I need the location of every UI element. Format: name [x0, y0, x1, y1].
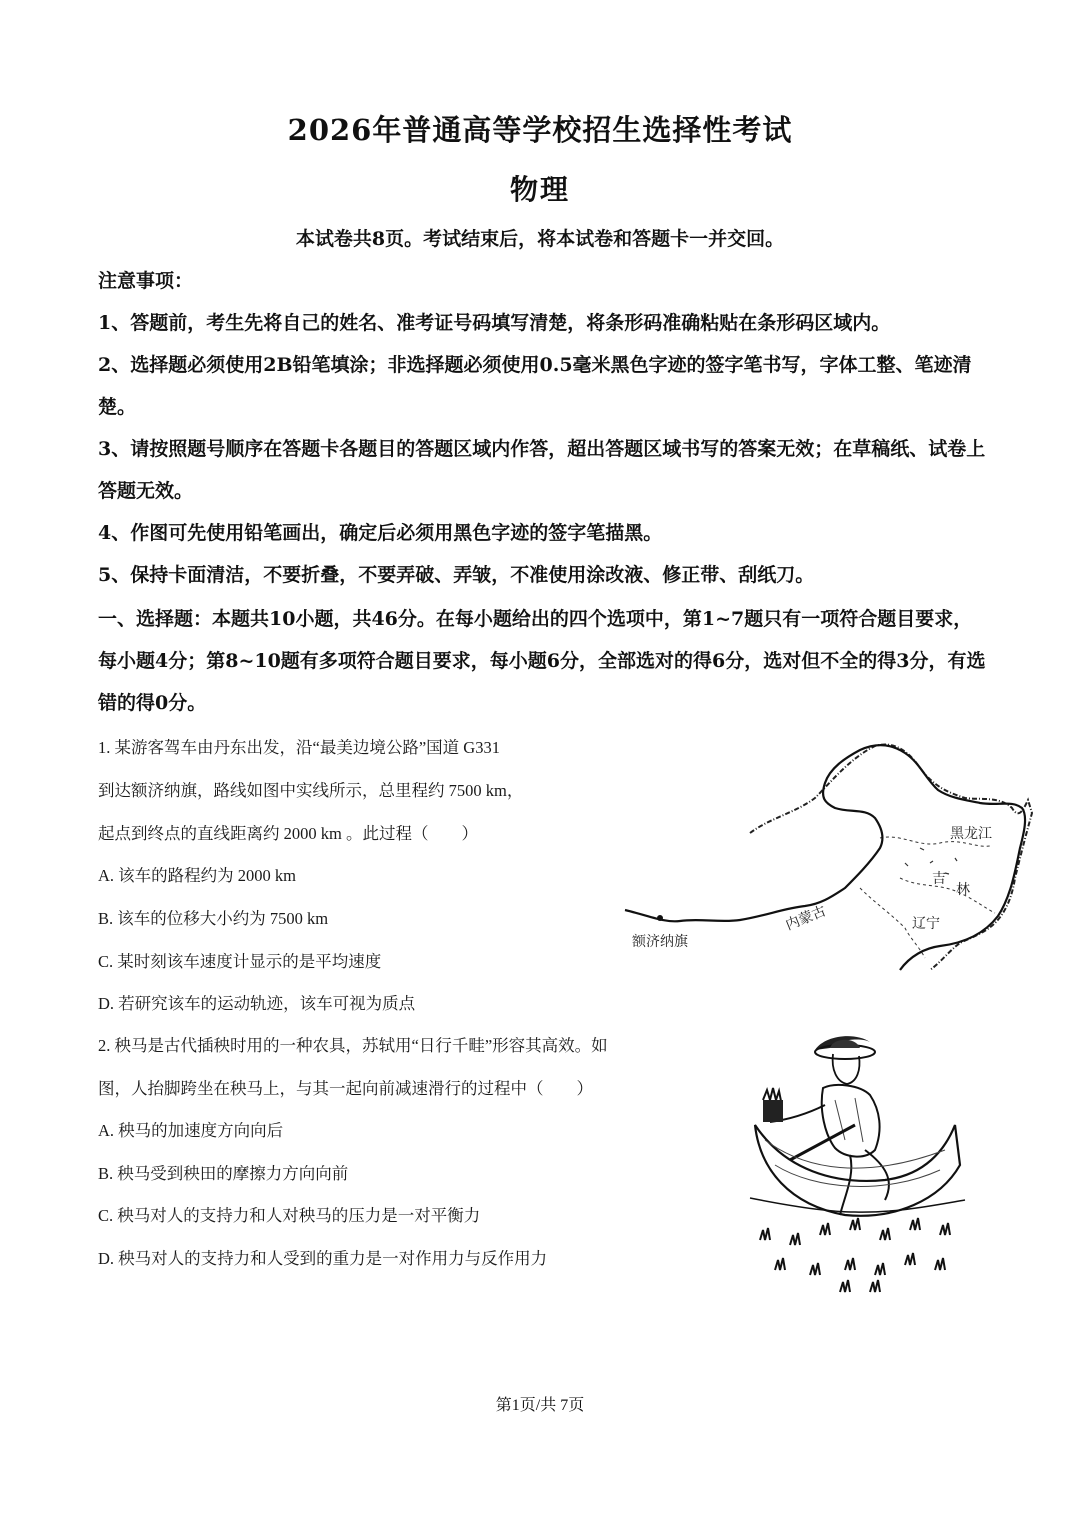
q1-option-d: D. 若研究该车的运动轨迹，该车可视为质点 — [98, 994, 416, 1013]
q1-option-c: C. 某时刻该车速度计显示的是平均速度 — [98, 952, 382, 971]
notice-item-1: 1、答题前，考生先将自己的姓名、准考证号码填写清楚，将条形码准确粘贴在条形码区域内。 — [98, 312, 891, 334]
notice-item-3: 3、请按照题号顺序在答题卡各题目的答题区域内作答，超出答题区域书写的答案无效；在草稿纸、试卷上答题无效。 — [98, 438, 986, 502]
q2-option-d: D. 秧马对人的支持力和人受到的重力是一对作用力与反作用力 — [98, 1249, 548, 1268]
yangma-farmer-figure — [745, 1030, 970, 1295]
exam-intro: 本试卷共8页。考试结束后，将本试卷和答题卡一并交回。 — [295, 228, 785, 250]
map-label-lin: 林 — [956, 883, 970, 898]
notice-item-2: 2、选择题必须使用2B铅笔填涂；非选择题必须使用0.5毫米黑色字迹的签字笔书写，字体工整、笔迹清楚。 — [98, 354, 972, 418]
map-label-liaoning: 辽宁 — [912, 917, 940, 932]
page-footer: 第1页/共 7页 — [495, 1397, 585, 1414]
map-label-ejina: 额济纳旗 — [632, 935, 688, 950]
q1-stem-line-1: 1. 某游客驾车由丹东出发，沿“最美边境公路”国道 G331 — [98, 738, 500, 757]
q2-option-b: B. 秧马受到秧田的摩擦力方向向前 — [98, 1164, 349, 1183]
q1-stem-line-3: 起点到终点的直线距离约 2000 km 。此过程（ ） — [98, 824, 478, 843]
map-label-heilongjiang: 黑龙江 — [950, 827, 992, 842]
q2-stem-line-2: 图，人抬脚跨坐在秧马上，与其一起向前减速滑行的过程中（ ） — [98, 1079, 593, 1098]
q2-option-a: A. 秧马的加速度方向向后 — [98, 1121, 284, 1140]
subject-title: 物理 — [509, 173, 570, 206]
route-start-marker — [657, 915, 663, 921]
map-label-ji: 吉 — [932, 872, 946, 887]
q2-option-c: C. 秧马对人的支持力和人对秧马的压力是一对平衡力 — [98, 1206, 481, 1225]
exam-title: 2026年普通高等学校招生选择性考试 — [287, 113, 793, 147]
notice-heading: 注意事项： — [98, 270, 194, 292]
notice-item-4: 4、作图可先使用铅笔画出，确定后必须用黑色字迹的签字笔描黑。 — [98, 522, 663, 544]
q2-stem-line-1: 2. 秧马是古代插秧时用的一种农具，苏轼用“日行千畦”形容其高效。如 — [98, 1036, 608, 1055]
q1-option-b: B. 该车的位移大小约为 7500 km — [98, 909, 329, 928]
notice-item-5: 5、保持卡面清洁，不要折叠，不要弄破、弄皱，不准使用涂改液、修正带、刮纸刀。 — [98, 564, 815, 586]
q1-option-a: A. 该车的路程约为 2000 km — [98, 866, 296, 885]
map-label-neimenggu: 内蒙古 — [783, 904, 829, 934]
q1-stem-line-2: 到达额济纳旗，路线如图中实线所示，总里程约 7500 km， — [98, 781, 524, 800]
route-map-figure — [620, 738, 1035, 978]
section-heading: 一、选择题：本题共10小题，共46分。在每小题给出的四个选项中，第1~7题只有一项符合题目要求，每小题4分；第8~10题有多项符合题目要求，每小题6分，全部选对的得6分，选对但不全的得3分，有选错的得0分。 — [98, 608, 986, 714]
